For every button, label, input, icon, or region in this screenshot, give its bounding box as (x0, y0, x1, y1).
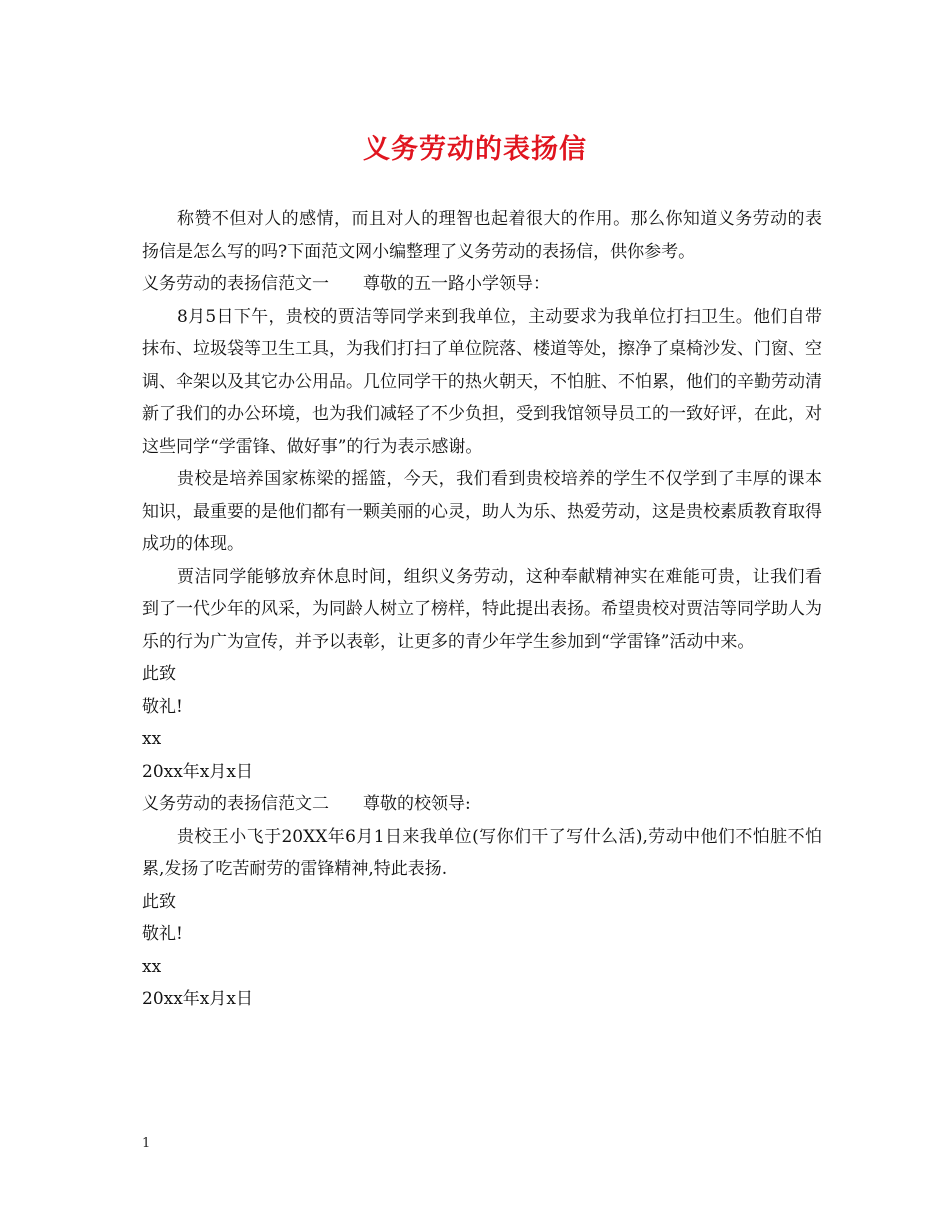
sample2-paragraph-1: 贵校王小飞于20XX年6月1日来我单位(写你们干了写什么活),劳动中他们不怕脏不怕累,发扬了吃苦耐劳的雷锋精神,特此表扬. (142, 826, 822, 879)
sample1-paragraph-2: 贵校是培养国家栋梁的摇篮，今天，我们看到贵校培养的学生不仅学到了丰厚的课本知识，最重要的是他们都有一颗美丽的心灵，助人为乐、热爱劳动，这是贵校素质教育取得成功的体现。 (142, 469, 822, 554)
sample1-paragraph-1: 8月5日下午，贵校的贾洁等同学来到我单位，主动要求为我单位打扫卫生。他们自带抹布、垃圾袋等卫生工具，为我们打扫了单位院落、楼道等处，擦净了桌椅沙发、门窗、空调、伞架以及其它办公用品。几位同学干的热火朝天，不怕脏、不怕累，他们的辛勤劳动清新了我们的办公环境，也为我们减轻了不少负担，受到我馆领导员工的一致好评，在此，对这些同学“学雷锋、做好事”的行为表示感谢。 (142, 306, 822, 457)
sample1-salute: 敬礼! (142, 696, 183, 717)
sample2-date: 20xx年x月x日 (142, 989, 253, 1009)
document-title: 义务劳动的表扬信 (363, 134, 587, 165)
sample1-heading: 义务劳动的表扬信范文一 尊敬的五一路小学领导： (142, 274, 550, 294)
sample1-closing: 此致 (142, 664, 176, 684)
document-body (142, 203, 822, 1016)
sample1-signer: xx (142, 729, 162, 749)
sample2-heading: 义务劳动的表扬信范文二 尊敬的校领导: (142, 794, 471, 814)
sample2-closing: 此致 (142, 891, 176, 912)
page-number: 1 (142, 1136, 151, 1151)
sample2-salute: 敬礼! (142, 924, 183, 944)
intro-paragraph: 称赞不但对人的感情，而且对人的理智也起着很大的作用。那么你知道义务劳动的表扬信是怎么写的吗?下面范文网小编整理了义务劳动的表扬信，供你参考。 (142, 209, 822, 262)
sample1-date: 20xx年x月x日 (142, 761, 253, 782)
sample1-paragraph-3: 贾洁同学能够放弃休息时间，组织义务劳动，这种奉献精神实在难能可贵，让我们看到了一代少年的风采，为同龄人树立了榜样，特此提出表扬。希望贵校对贾洁等同学助人为乐的行为广为宣传，并予以表彰，让更多的青少年学生参加到“学雷锋”活动中来。 (142, 566, 822, 652)
sample2-signer: xx (142, 956, 162, 977)
